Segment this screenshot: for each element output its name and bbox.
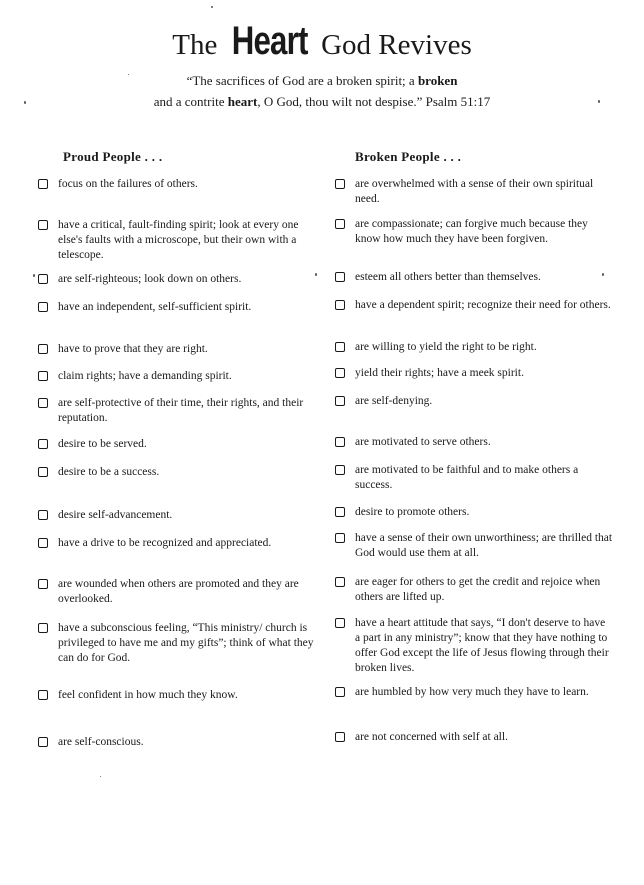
item-text: are compassionate; can forgive much because they know how much they have been forgiven. (355, 218, 588, 245)
checklist-item[interactable] (58, 300, 320, 315)
scan-speck (211, 6, 213, 8)
checkbox[interactable] (38, 467, 48, 477)
broken-people-heading: Broken People . . . (355, 149, 462, 164)
checklist-item[interactable] (355, 575, 613, 605)
quote-text: “The sacrifices of God are a broken spirit; a (186, 73, 418, 88)
title-suffix: God Revives (313, 29, 472, 61)
checkbox[interactable] (335, 342, 345, 352)
checkbox[interactable] (38, 398, 48, 408)
checklist-item[interactable] (58, 508, 320, 523)
item-text: are self-righteous; look down on others. (58, 273, 242, 285)
item-text: desire self-advancement. (58, 509, 173, 521)
item-text: desire to be served. (58, 438, 147, 450)
item-text: desire to promote others. (355, 506, 470, 518)
checklist-item[interactable] (58, 735, 320, 750)
checkbox[interactable] (38, 344, 48, 354)
checkbox[interactable] (38, 179, 48, 189)
checkbox[interactable] (38, 623, 48, 633)
item-text: are humbled by how very much they have to learn. (355, 686, 589, 698)
checklist-item[interactable] (355, 531, 613, 561)
checkbox[interactable] (335, 687, 345, 697)
checklist-item[interactable] (355, 270, 613, 285)
quote-text: and a contrite (153, 94, 228, 109)
checkbox[interactable] (38, 579, 48, 589)
scripture-quote (0, 70, 644, 112)
item-text: have a heart attitude that says, “I don't deserve to have a part in any ministry”; know that they have nothing to offer God except the life of Jesus flowing through their broken lives. (355, 617, 609, 674)
checklist-item[interactable] (355, 217, 613, 247)
checkbox[interactable] (38, 510, 48, 520)
checkbox[interactable] (38, 439, 48, 449)
checklist-item[interactable] (355, 298, 613, 313)
checklist-item[interactable] (58, 577, 320, 607)
item-text: have an independent, self-sufficient spirit. (58, 301, 252, 313)
checkbox[interactable] (335, 368, 345, 378)
item-text: are not concerned with self at all. (355, 731, 508, 743)
scan-speck (100, 776, 101, 777)
scan-speck (598, 100, 600, 103)
checkbox[interactable] (335, 732, 345, 742)
checklist-item[interactable] (58, 218, 320, 263)
item-text: are overwhelmed with a sense of their own spiritual need. (355, 178, 594, 205)
quote-line-1 (0, 70, 644, 91)
item-text: have a dependent spirit; recognize their need for others. (355, 299, 611, 311)
checkbox[interactable] (335, 618, 345, 628)
item-text: are motivated to serve others. (355, 436, 491, 448)
checkbox[interactable] (335, 272, 345, 282)
item-text: yield their rights; have a meek spirit. (355, 367, 524, 379)
checklist-item[interactable] (58, 369, 320, 384)
item-text: are self-protective of their time, their rights, and their reputation. (58, 397, 304, 424)
item-text: have a critical, fault-finding spirit; look at every one else's faults with a microscope, but their own with a telescope. (58, 219, 299, 261)
checklist-item[interactable] (355, 463, 613, 493)
checkbox[interactable] (38, 274, 48, 284)
quote-bold-broken: broken (417, 73, 458, 88)
checkbox[interactable] (335, 533, 345, 543)
quote-line-2 (0, 91, 644, 112)
item-text: claim rights; have a demanding spirit. (58, 370, 232, 382)
page-title (0, 12, 644, 74)
scan-speck (33, 274, 35, 277)
checkbox[interactable] (38, 302, 48, 312)
checkbox[interactable] (335, 465, 345, 475)
checkbox[interactable] (335, 179, 345, 189)
checkbox[interactable] (38, 220, 48, 230)
checkbox[interactable] (38, 690, 48, 700)
item-text: feel confident in how much they know. (58, 689, 238, 701)
scan-speck (128, 74, 129, 75)
checkbox[interactable] (38, 371, 48, 381)
checklist-item[interactable] (355, 366, 613, 381)
checklist-item[interactable] (58, 465, 320, 480)
proud-people-heading: Proud People . . . (63, 149, 163, 164)
checklist-item[interactable] (355, 340, 613, 355)
scan-speck (602, 273, 604, 276)
checklist-item[interactable] (355, 616, 613, 676)
item-text: have to prove that they are right. (58, 343, 208, 355)
item-text: have a sense of their own unworthiness; are thrilled that God would use them at all. (355, 532, 613, 559)
checklist-item[interactable] (355, 685, 613, 700)
checkbox[interactable] (335, 507, 345, 517)
item-text: are self-denying. (355, 395, 433, 407)
checklist-item[interactable] (58, 437, 320, 452)
item-text: focus on the failures of others. (58, 178, 198, 190)
checkbox[interactable] (335, 300, 345, 310)
item-text: are wounded when others are promoted and they are overlooked. (58, 578, 299, 605)
checklist-item[interactable] (355, 435, 613, 450)
checklist-item[interactable] (58, 342, 320, 357)
checklist-item[interactable] (58, 272, 320, 287)
item-text: desire to be a success. (58, 466, 160, 478)
checkbox[interactable] (335, 437, 345, 447)
item-text: are eager for others to get the credit and rejoice when others are lifted up. (355, 576, 601, 603)
checkbox[interactable] (38, 737, 48, 747)
checklist-item[interactable] (58, 396, 320, 426)
scan-speck (315, 273, 317, 276)
checklist-item[interactable] (58, 536, 320, 551)
checkbox[interactable] (335, 219, 345, 229)
checklist-item[interactable] (355, 177, 613, 207)
checklist-item[interactable] (58, 177, 320, 192)
checkbox[interactable] (335, 577, 345, 587)
item-text: have a drive to be recognized and appreciated. (58, 537, 272, 549)
checklist-item[interactable] (355, 394, 613, 409)
item-text: are motivated to be faithful and to make others a success. (355, 464, 579, 491)
checklist-item[interactable] (58, 621, 320, 666)
title-emphasis: Heart (231, 19, 308, 63)
title-prefix: The (172, 29, 225, 61)
quote-bold-heart: heart (227, 94, 258, 109)
checkbox[interactable] (38, 538, 48, 548)
checklist-item[interactable] (58, 688, 320, 703)
scan-speck (24, 101, 26, 104)
item-text: are willing to yield the right to be right. (355, 341, 537, 353)
checkbox[interactable] (335, 396, 345, 406)
item-text: esteem all others better than themselves. (355, 271, 541, 283)
quote-text: , O God, thou wilt not despise.” Psalm 51:17 (257, 94, 491, 109)
item-text: have a subconscious feeling, “This ministry/ church is privileged to have me and my gifts”; think of what they can do for God. (58, 622, 314, 664)
item-text: are self-conscious. (58, 736, 144, 748)
checklist-item[interactable] (355, 730, 613, 745)
checklist-item[interactable] (355, 505, 613, 520)
